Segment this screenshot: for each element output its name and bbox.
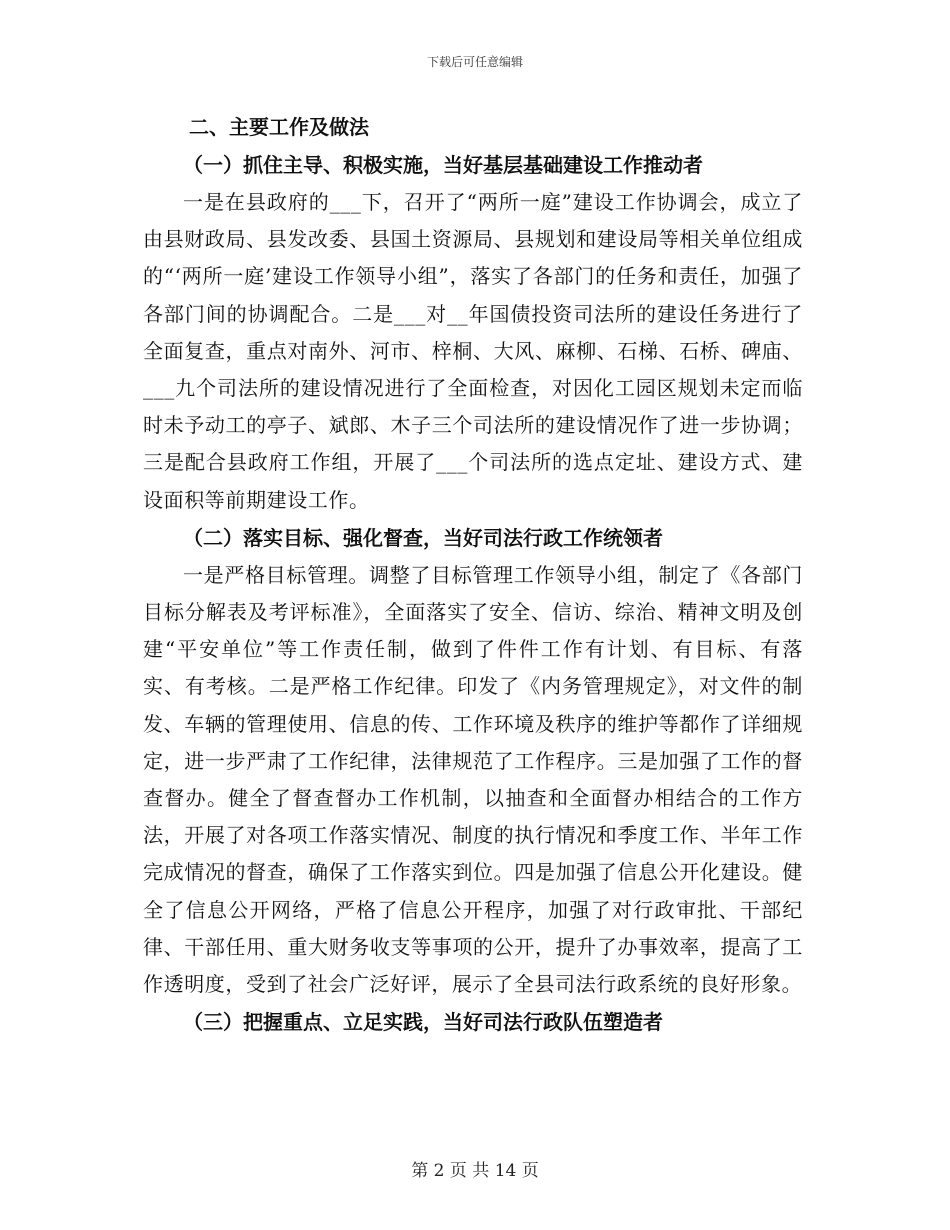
- subsection-title-1: （一）抓住主导、积极实施，当好基层基础建设工作推动者: [183, 153, 703, 177]
- subsection-title-2: （二）落实目标、强化督查，当好司法行政工作统领者: [183, 525, 663, 550]
- subsection-paragraph-1: 一是在县政府的___下，召开了“两所一庭”建设工作协调会，成立了由县财政局、县发改委、县国土资源局、县规划和建设局等相关单位组成的“‘两所一庭’建设工作领导小组”，落实了各部门的任务和责任，加强了各部门间的协调配合。二是___对__年国债投资司法所的建设任务进行了全面复查，重点对南外、河市、梓桐、大风、麻柳、石梯、石桥、碑庙、___九个司法所的建设情况进行了全面检查，对因化工园区规划未定而临时未予动工的亭子、斌郎、木子三个司法所的建设情况作了进一步协调；三是配合县政府工作组，开展了___个司法所的选点定址、建设方式、建设面积等前期建设工作。: [143, 190, 803, 512]
- section-title: 二、主要工作及做法: [189, 115, 369, 139]
- document-body: [143, 108, 803, 1041]
- page-header-note: 下载后可任意编辑: [426, 55, 523, 69]
- subsection-paragraph-2: 一是严格目标管理。调整了目标管理工作领导小组，制定了《各部门目标分解表及考评标准》，全面落实了安全、信访、综治、精神文明及创建“平安单位”等工作责任制，做到了件件工作有计划、有目标、有落实、有考核。二是严格工作纪律。印发了《内务管理规定》，对文件的制发、车辆的管理使用、信息的传、工作环境及秩序的维护等都作了详细规定，进一步严肃了工作纪律，法律规范了工作程序。三是加强了工作的督查督办。健全了督查督办工作机制，以抽查和全面督办相结合的工作方法，开展了对各项工作落实情况、制度的执行情况和季度工作、半年工作完成情况的督查，确保了工作落实到位。四是加强了信息公开化建设。健全了信息公开网络，严格了信息公开程序，加强了对行政审批、干部纪律、干部任用、重大财务收支等事项的公开，提升了办事效率，提高了工作透明度，受到了社会广泛好评，展示了全县司法行政系统的良好形象。: [143, 562, 803, 997]
- page-number: 第 2 页 共 14 页: [411, 1161, 539, 1181]
- subsection-title-3: （三）把握重点、立足实践，当好司法行政队伍塑造者: [183, 1010, 663, 1035]
